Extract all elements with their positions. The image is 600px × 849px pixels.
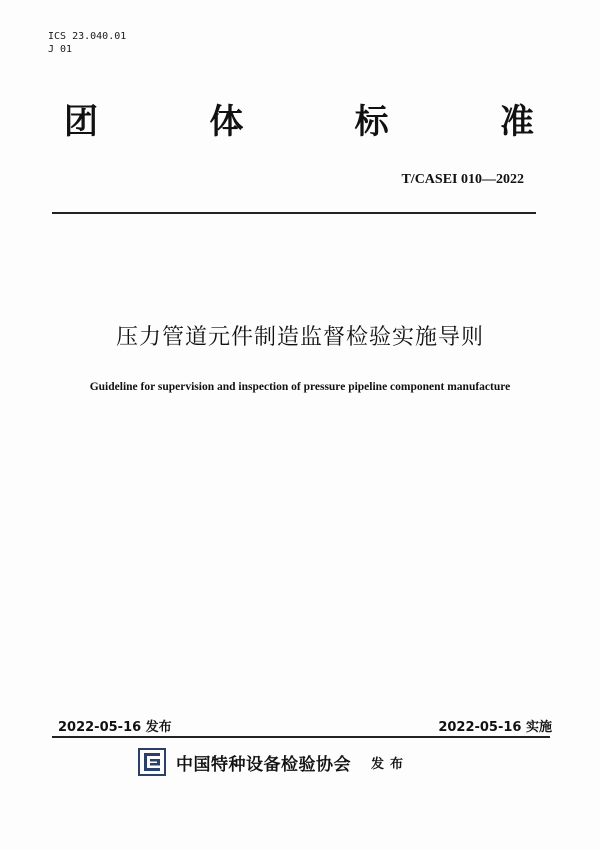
- casei-logo-icon: [138, 748, 166, 776]
- ics-code: ICS 23.040.01: [48, 31, 127, 42]
- standard-type-char: 团: [64, 102, 98, 142]
- standard-type-char: 体: [209, 102, 244, 142]
- standard-type-heading: [64, 102, 534, 142]
- standard-number: T/CASEI 010—2022: [401, 172, 524, 187]
- release-date: 2022-05-16 发布: [58, 720, 172, 735]
- top-divider: [52, 212, 536, 214]
- standard-type-char: 标: [354, 102, 389, 142]
- classification-codes: [48, 30, 126, 56]
- implementation-date: 2022-05-16 实施: [438, 720, 552, 735]
- ccs-code: J 01: [48, 44, 73, 55]
- standard-type-char: 准: [499, 102, 534, 142]
- publisher-name: 中国特种设备检验协会: [176, 754, 351, 775]
- publisher-block: [138, 748, 409, 776]
- dates-row: [58, 716, 552, 735]
- title-english: Guideline for supervision and inspection of pressure pipeline component manufacture: [89, 381, 511, 393]
- publisher-action: 发布: [371, 756, 410, 772]
- title-chinese: 压力管道元件制造监督检验实施导则: [115, 325, 484, 350]
- bottom-divider: [52, 736, 550, 738]
